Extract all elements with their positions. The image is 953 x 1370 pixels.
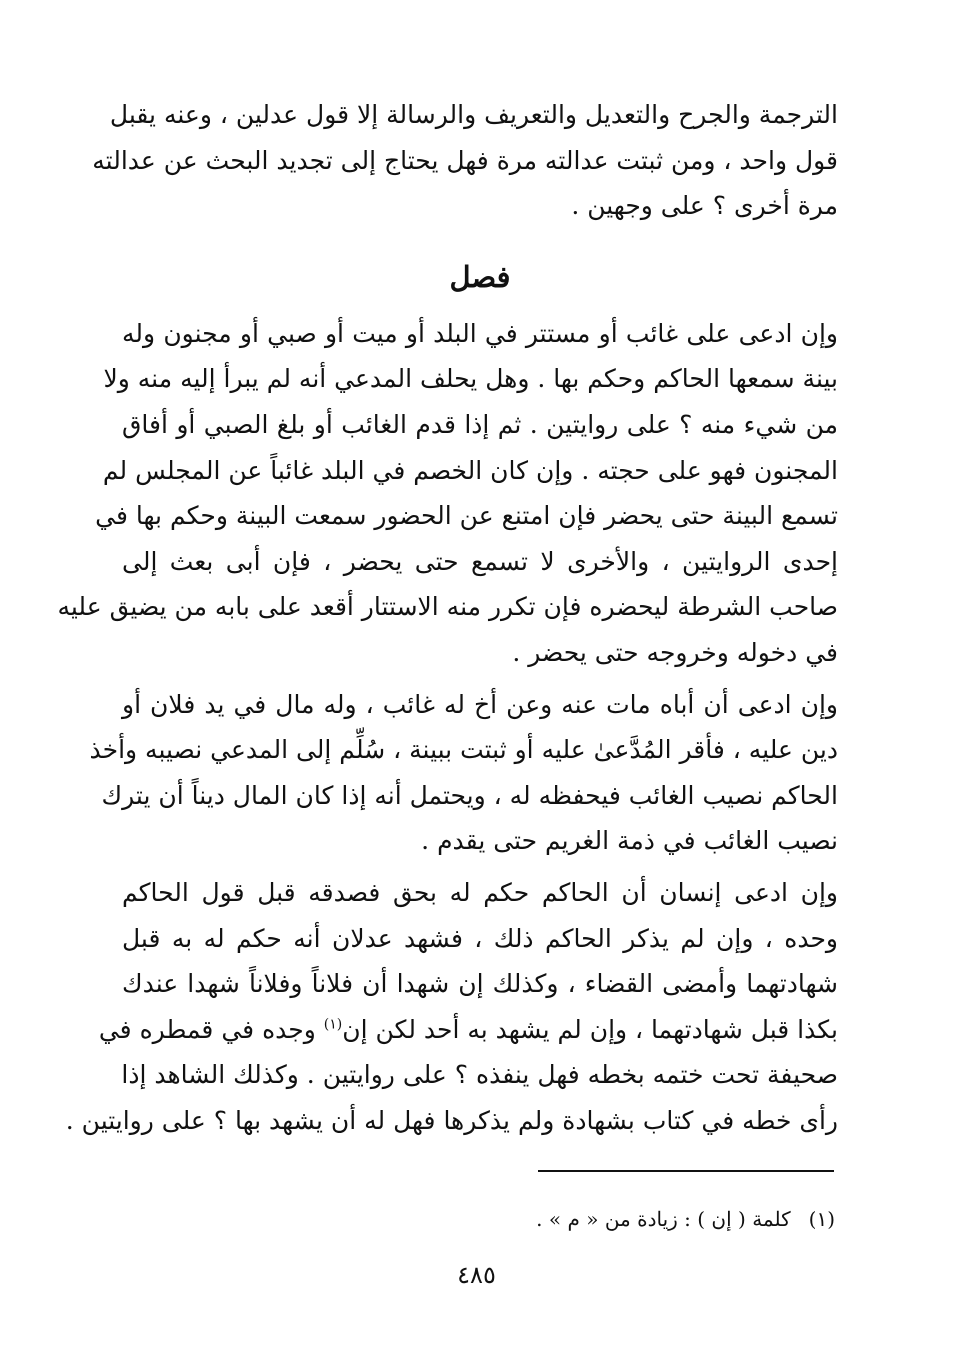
text-line: نصيب الغائب في ذمة الغريم حتى يقدم .	[421, 826, 838, 856]
text-line: إحدى الروايتين ، والأخرى لا تسمع حتى يحضر ، فإن أبى بعث إلى	[122, 546, 838, 576]
text-line: صاحب الشرطة ليحضره فإن تكرر منه الاستتار أقعد على بابه من يضيق عليه	[57, 592, 838, 622]
footnote-text: كلمة ( إن ) : زيادة من « م » .	[536, 1207, 791, 1231]
text-line: شهادتهما وأمضى القضاء ، وكذلك إن شهدا أن فلاناً وفلاناً شهدا عندك	[122, 969, 838, 999]
text-line: وإن ادعى إنسان أن الحاكم حكم له بحق فصدقه قبل قول الحاكم	[122, 877, 838, 907]
page-number: ٤٨٥	[457, 1261, 496, 1289]
intro-paragraph	[92, 92, 838, 229]
text-line: وحده ، وإن لم يذكر الحاكم ذلك ، فشهد عدلان أنه حكم له به قبل	[122, 923, 838, 953]
text-line: وإن ادعى على غائب أو مستتر في البلد أو ميت أو صبي أو مجنون وله	[122, 318, 838, 348]
text-line: تسمع البينة حتى يحضر فإن امتنع عن الحضور سمعت البينة وحكم بها في	[95, 501, 838, 531]
paragraph-absent-defendant	[57, 311, 838, 676]
text-line: صحيفة تحت ختمه بخطه فهل ينفذه ؟ على روايتين . وكذلك الشاهد إذا	[121, 1060, 838, 1090]
text-fragment: بكذا قبل شهادتهما ، وإن لم يشهد به أحد لكن إن	[342, 1014, 838, 1044]
text-line: بينة سمعها الحاكم وحكم بها . وهل يحلف المدعي أنه لم يبرأ إليه منه ولا	[103, 364, 838, 394]
text-line: المجنون فهو على حجته . وإن كان الخصم في البلد غائباً عن المجلس لم	[102, 455, 838, 485]
text-line: رأى خطه في كتاب بشهادة ولم يذكرها فهل له أن يشهد بها ؟ على روايتين .	[65, 1105, 838, 1135]
text-line: دين عليه ، فأقر المُدَّعىٰ عليه أو ثبتت ببينة ، سُلِّم إلى المدعي نصيبه وأخذ	[89, 735, 838, 765]
text-line: في دخوله وخروجه حتى يحضر .	[512, 637, 838, 667]
section-heading: فصل	[449, 259, 511, 294]
text-line: وإن ادعى أن أباه مات عنه وعن أخ له غائب ، وله مال في يد فلان أو	[122, 689, 838, 719]
page-body	[57, 92, 838, 1143]
text-line: قول واحد ، ومن ثبتت عدالته مرة فهل يحتاج إلى تجديد البحث عن عدالته	[92, 145, 838, 175]
footnote-reference[interactable]: (١)	[323, 1016, 343, 1033]
text-line-with-footnote-ref	[98, 1007, 838, 1053]
text-line: من شيء منه ؟ على روايتين . ثم إذا قدم الغائب أو بلغ الصبي أو أفاق	[122, 409, 838, 439]
paragraph-judge-ruling	[65, 870, 838, 1144]
footnote-number: (١)	[808, 1207, 835, 1231]
footnote	[536, 1205, 835, 1233]
text-fragment: وجده في قمطره في	[98, 1014, 324, 1044]
footnote-divider	[538, 1170, 834, 1172]
text-line: الحاكم نصيب الغائب فيحفظه له ، ويحتمل أنه إذا كان المال ديناً أن يترك	[101, 780, 838, 810]
text-line: الترجمة والجرح والتعديل والتعريف والرسالة إلا قول عدلين ، وعنه يقبل	[109, 100, 838, 129]
text-line: مرة أخرى ؟ على وجهين .	[571, 191, 838, 221]
paragraph-inheritance	[89, 682, 838, 864]
